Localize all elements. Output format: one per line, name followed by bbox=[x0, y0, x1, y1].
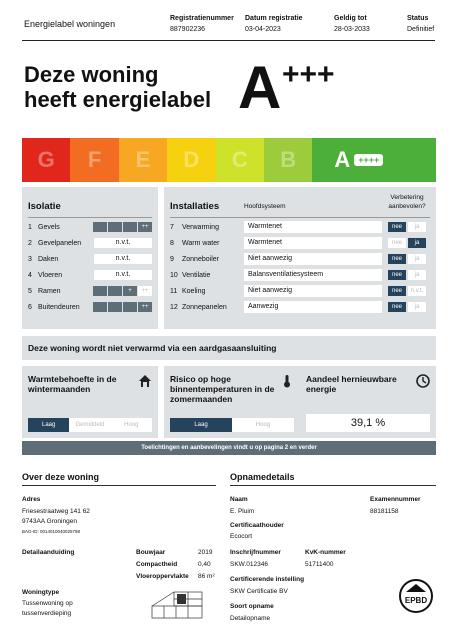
header-registratienummer bbox=[170, 15, 234, 33]
row-name: Gevelpanelen bbox=[38, 239, 82, 247]
scale-segment-f: F bbox=[70, 138, 118, 182]
header-datum-registratie bbox=[245, 15, 303, 33]
inst-label: Certificerende instelling bbox=[230, 576, 305, 583]
warmtebehoefte-scale bbox=[28, 418, 152, 432]
row-number: 4 bbox=[28, 271, 32, 279]
adres-label: Adres bbox=[22, 496, 41, 503]
compact-label: Compactheid bbox=[136, 561, 178, 568]
row-number: 1 bbox=[28, 223, 32, 231]
row-number: 11 bbox=[170, 287, 178, 295]
installaties-title: Installaties bbox=[170, 201, 220, 212]
isolatie-row bbox=[28, 237, 152, 249]
box-title: Warmtebehoefte in de wintermaanden bbox=[28, 374, 117, 394]
house-icon bbox=[138, 374, 152, 388]
energy-label-letter: A bbox=[238, 54, 282, 121]
headline-line1: Deze woning bbox=[24, 62, 159, 87]
isolatie-rows bbox=[28, 221, 152, 323]
option-hoog: Hoog bbox=[111, 418, 152, 432]
isolatie-title: Isolatie bbox=[28, 201, 61, 212]
risico-box bbox=[164, 366, 300, 438]
compact-value: 0,40 bbox=[198, 561, 211, 568]
scale-segment-e: E bbox=[119, 138, 167, 182]
tip-bar[interactable]: Toelichtingen en aanbevelingen vindt u op pagina 2 en verder bbox=[22, 441, 436, 455]
scale-segment-c: C bbox=[216, 138, 264, 182]
cert-label: Certificaathouder bbox=[230, 522, 284, 529]
header-label: Registratienummer bbox=[170, 15, 234, 22]
row-name: Zonneboiler bbox=[182, 255, 219, 263]
epbd-logo-text: EPBD bbox=[404, 596, 428, 605]
header-value: 887902236 bbox=[170, 26, 206, 33]
row-number: 6 bbox=[28, 303, 32, 311]
isolatie-row bbox=[28, 301, 152, 313]
option-hoog: Hoog bbox=[232, 418, 294, 432]
headline-line2: heeft energielabel bbox=[24, 87, 212, 112]
header-value: 03-04-2023 bbox=[245, 26, 281, 33]
row-name: Verwarming bbox=[182, 223, 219, 231]
row-name: Ventilatie bbox=[182, 271, 211, 279]
headline bbox=[24, 62, 234, 112]
answer-ja: ja bbox=[408, 302, 426, 312]
rating-cell bbox=[108, 302, 122, 312]
rating-cell: ++ bbox=[138, 302, 152, 312]
hernieuwbare-value: 39,1 % bbox=[306, 414, 430, 432]
scale-segment-b: B bbox=[264, 138, 312, 182]
rating-cell: ++ bbox=[138, 286, 152, 296]
row-number: 3 bbox=[28, 255, 32, 263]
kvk-value: 51711400 bbox=[305, 561, 334, 568]
box-title: Risico op hoge binnentemperaturen in de zomermaanden bbox=[170, 374, 275, 404]
naam-label: Naam bbox=[230, 496, 248, 503]
isolation-rating bbox=[93, 222, 152, 232]
woningtype-label: Woningtype bbox=[22, 589, 60, 596]
soort-label: Soort opname bbox=[230, 603, 274, 610]
energy-scale-bar bbox=[22, 138, 436, 182]
energy-label-plus: +++ bbox=[282, 58, 335, 91]
installatie-row bbox=[170, 253, 430, 265]
kvk-label: KvK-nummer bbox=[305, 549, 346, 556]
row-number: 5 bbox=[28, 287, 32, 295]
adres-line1: Friesestraatweg 141 62 bbox=[22, 508, 90, 515]
woningtype-line1: Tussenwoning op bbox=[22, 600, 73, 607]
warmtebehoefte-box bbox=[22, 366, 158, 438]
rating-cell bbox=[123, 222, 137, 232]
rating-cell bbox=[108, 222, 122, 232]
installatie-row bbox=[170, 237, 430, 249]
installaties-col-verbetering: Verbetering aanbevolen? bbox=[388, 194, 426, 210]
box-title: Aandeel hernieuwbare energie bbox=[306, 374, 397, 394]
row-number: 7 bbox=[170, 223, 174, 231]
installaties-rows bbox=[170, 221, 430, 323]
rating-cell bbox=[108, 286, 122, 296]
soort-value: Detailopname bbox=[230, 615, 271, 622]
active-pill: ++++ bbox=[354, 154, 383, 166]
row-name: Warm water bbox=[182, 239, 220, 247]
building-icon bbox=[150, 586, 208, 620]
header-label: Status bbox=[407, 15, 429, 22]
row-name: Vloeren bbox=[38, 271, 63, 279]
hernieuwbare-box bbox=[300, 366, 436, 438]
bouwjaar-value: 2019 bbox=[198, 549, 213, 556]
opname-title: Opnamedetails bbox=[230, 472, 295, 482]
installaties-col-hoofd: Hoofdsysteem bbox=[244, 203, 286, 210]
answer-ja: ja bbox=[408, 222, 426, 232]
scale-segment-d: D bbox=[167, 138, 215, 182]
about-title: Over deze woning bbox=[22, 472, 100, 482]
rating-cell bbox=[123, 302, 137, 312]
header-status bbox=[407, 15, 434, 33]
rating-cell bbox=[93, 302, 107, 312]
option-laag: Laag bbox=[170, 418, 232, 432]
header-geldig-tot bbox=[334, 15, 370, 33]
renewable-icon bbox=[416, 374, 430, 388]
isolation-rating bbox=[93, 302, 152, 312]
isolatie-row bbox=[28, 269, 152, 281]
option-laag: Laag bbox=[28, 418, 69, 432]
installatie-row bbox=[170, 269, 430, 281]
opname-divider bbox=[230, 485, 436, 486]
isolatie-row bbox=[28, 285, 152, 297]
answer-nee: nee bbox=[388, 238, 406, 248]
scale-segment-g: G bbox=[22, 138, 70, 182]
option-gemiddeld: Gemiddeld bbox=[69, 418, 110, 432]
gas-note: Deze woning wordt niet verwarmd via een aardgasaansluiting bbox=[22, 336, 436, 360]
nvt-value: n.v.t. bbox=[94, 238, 152, 248]
installaties-divider bbox=[170, 217, 430, 218]
woningtype-line2: tussenverdieping bbox=[22, 610, 72, 617]
row-value: Aanwezig bbox=[244, 301, 382, 313]
nvt-value: n.v.t. bbox=[94, 270, 152, 280]
row-value: Niet aanwezig bbox=[244, 253, 382, 265]
exam-label: Examennummer bbox=[370, 496, 421, 503]
row-value: Warmtenet bbox=[244, 237, 382, 249]
answer-ja: ja bbox=[408, 238, 426, 248]
epbd-logo bbox=[398, 578, 434, 614]
header-divider bbox=[22, 40, 435, 41]
cert-value: Ecocort bbox=[230, 533, 253, 540]
row-number: 12 bbox=[170, 303, 178, 311]
bouwjaar-label: Bouwjaar bbox=[136, 549, 166, 556]
row-name: Daken bbox=[38, 255, 59, 263]
answer-nee: nee bbox=[388, 286, 406, 296]
answer-nee: nee bbox=[388, 302, 406, 312]
insch-value: SKW.012346 bbox=[230, 561, 268, 568]
rating-cell: + bbox=[123, 286, 137, 296]
vloer-label: Vloeroppervlakte bbox=[136, 573, 189, 580]
rating-cell bbox=[93, 222, 107, 232]
header-value: Definitief bbox=[407, 26, 435, 33]
header-label: Geldig tot bbox=[334, 15, 367, 22]
row-number: 9 bbox=[170, 255, 174, 263]
detail-label: Detailaanduiding bbox=[22, 549, 75, 556]
rating-cell bbox=[93, 286, 107, 296]
header-title: Energielabel woningen bbox=[24, 19, 116, 29]
bag-id: BAG-ID: 0014010040025798 bbox=[22, 529, 81, 534]
row-name: Koeling bbox=[182, 287, 206, 295]
nvt-value: n.v.t. bbox=[94, 254, 152, 264]
isolation-rating bbox=[93, 286, 152, 296]
insch-label: Inschrijfnummer bbox=[230, 549, 281, 556]
isolatie-row bbox=[28, 253, 152, 265]
isolatie-row bbox=[28, 221, 152, 233]
scale-segment-active bbox=[312, 138, 436, 182]
row-value: Niet aanwezig bbox=[244, 285, 382, 297]
inst-value: SKW Certificatie BV bbox=[230, 588, 288, 595]
risico-scale bbox=[170, 418, 294, 432]
row-name: Ramen bbox=[38, 287, 61, 295]
installaties-panel bbox=[164, 187, 436, 329]
vloer-value: 86 m² bbox=[198, 573, 215, 580]
row-number: 10 bbox=[170, 271, 178, 279]
exam-value: 88181158 bbox=[370, 508, 399, 515]
thermometer-icon bbox=[280, 374, 294, 388]
row-name: Zonnepanelen bbox=[182, 303, 227, 311]
rating-cell: ++ bbox=[138, 222, 152, 232]
row-name: Gevels bbox=[38, 223, 60, 231]
answer-nee: nee bbox=[388, 254, 406, 264]
answer-nee: nee bbox=[388, 270, 406, 280]
answer-nee: nee bbox=[388, 222, 406, 232]
row-value: Warmtenet bbox=[244, 221, 382, 233]
installatie-row bbox=[170, 285, 430, 297]
active-letter: A bbox=[334, 147, 351, 172]
adres-line2: 9743AA Groningen bbox=[22, 518, 77, 525]
installatie-row bbox=[170, 301, 430, 313]
naam-value: E. Pluim bbox=[230, 508, 255, 515]
answer-ja: ja bbox=[408, 270, 426, 280]
row-value: Balansventilatiesysteem bbox=[244, 269, 382, 281]
installatie-row bbox=[170, 221, 430, 233]
answer-ja: n.v.t. bbox=[408, 286, 426, 296]
row-name: Buitendeuren bbox=[38, 303, 80, 311]
about-divider bbox=[22, 485, 216, 486]
answer-ja: ja bbox=[408, 254, 426, 264]
isolatie-panel bbox=[22, 187, 158, 329]
header-value: 28-03-2033 bbox=[334, 26, 370, 33]
header-label: Datum registratie bbox=[245, 15, 303, 22]
row-number: 2 bbox=[28, 239, 32, 247]
row-number: 8 bbox=[170, 239, 174, 247]
isolatie-divider bbox=[28, 217, 152, 218]
